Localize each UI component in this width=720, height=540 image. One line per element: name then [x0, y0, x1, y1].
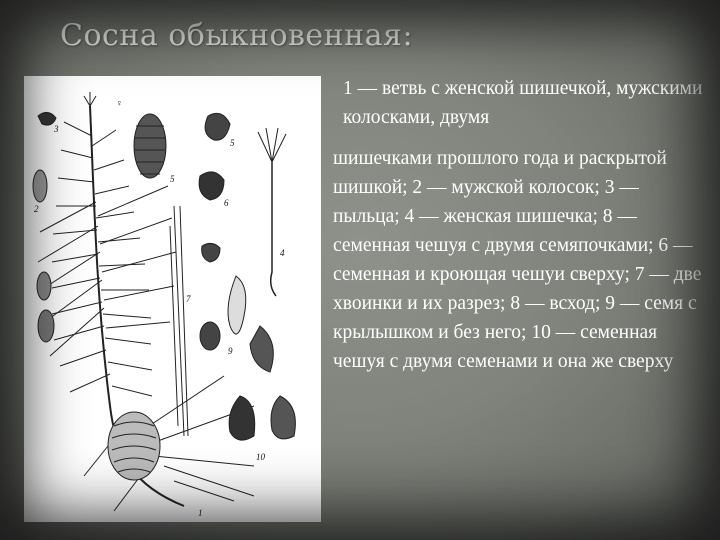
label-2: 2 [34, 204, 39, 214]
label-10: 10 [256, 452, 265, 462]
label-7: 7 [186, 294, 191, 304]
label-5a: 5 [170, 174, 175, 184]
label-9: 9 [228, 346, 233, 356]
caption-part-2: шишечками прошлого года и раскрытой шишкой; 2 — мужской колосок; 3 — пыльца; 4 — женская шишечка; 8 — семенная чешуя с двумя семяпочками; 6 — семенная и кроющая чешуи сверху; 7 — две хвоинки и их разрез; 8 — всход; 9 — семя с крылышком и без него; 10 — семенная чешуя с двумя семенами и она же сверху [333, 148, 702, 372]
slide-title: Сосна обыкновенная: [60, 18, 414, 53]
label-1: 1 [198, 508, 203, 518]
botanical-illustration [24, 76, 321, 522]
label-6: 6 [224, 198, 229, 208]
label-5b: 5 [230, 138, 235, 148]
label-3: 3 [54, 124, 59, 134]
caption-part-1: 1 — ветвь с женской шишечкой, мужскими колосками, двумя [343, 78, 703, 128]
label-female: ♀ [116, 98, 123, 108]
pine-drawing [24, 76, 321, 522]
label-4: 4 [280, 248, 285, 258]
figure-caption [333, 74, 703, 376]
